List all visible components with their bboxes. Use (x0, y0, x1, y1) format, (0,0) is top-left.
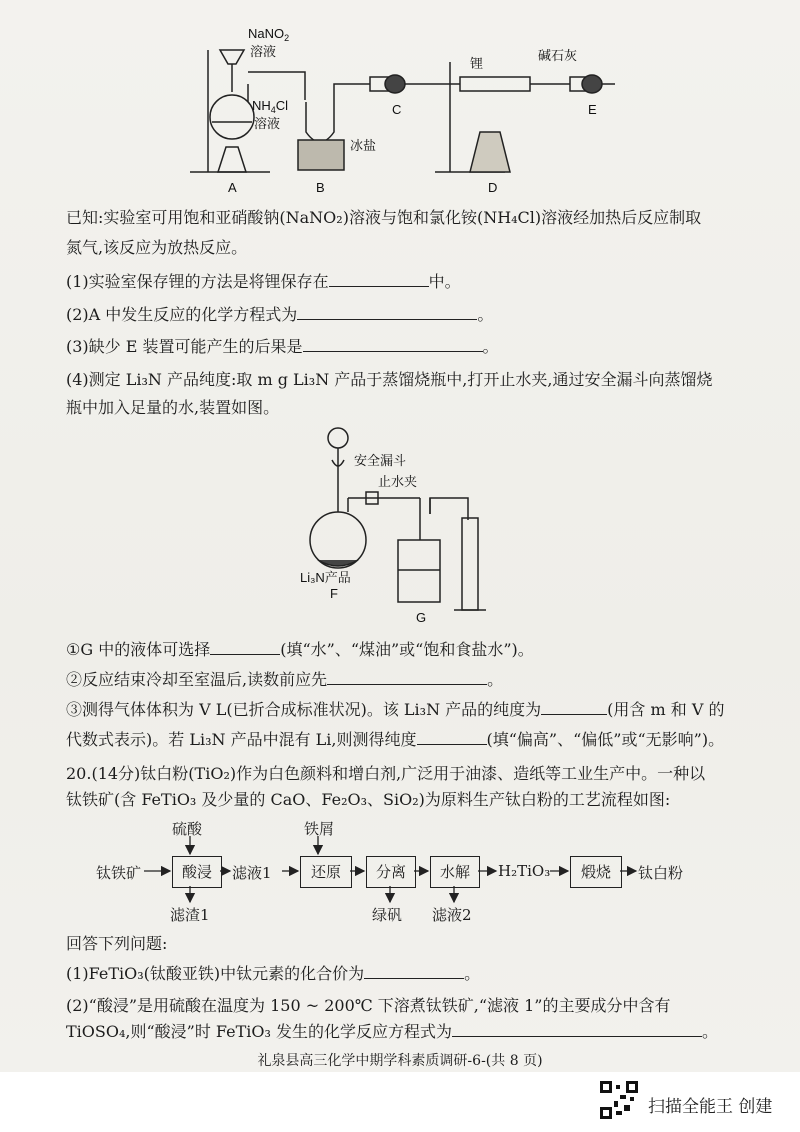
safety-funnel-label: 安全漏斗 (354, 453, 407, 468)
subquestion-3-line-2: 代数式表示)。若 Li₃N 产品中混有 Li,则测得纯度 (填“偏高”、“偏低”或“无影响”)。 (66, 730, 725, 749)
label-F: F (330, 586, 338, 601)
scanner-credit: 扫描全能王 创建 (648, 1097, 773, 1117)
label-A: A (228, 180, 237, 195)
flow-green-vitriol: 绿矾 (372, 906, 403, 924)
flow-separation-box: 分离 (366, 856, 416, 888)
question-20-line-2: 钛铁矿(含 FeTiO₃ 及少量的 CaO、Fe₂O₃、SiO₂)为原料生产钛白粉的工艺流程如图: (66, 790, 671, 809)
flow-acid-leaching-box: 酸浸 (172, 856, 222, 888)
flow-filtrate-2: 滤液2 (432, 906, 472, 924)
water-clamp-label: 止水夹 (378, 474, 418, 489)
flow-residue-1: 滤渣1 (170, 906, 210, 924)
answer-part-1: (1)FeTiO₃(钛酸亚铁)中钛元素的化合价为 。 (66, 964, 481, 983)
subquestion-3: ③测得气体体积为 V L(已折合成标准状况)。该 Li₃N 产品的纯度为 (用含 m 和 V 的 (66, 700, 725, 719)
li3n-product-label: Li₃N产品 (300, 570, 351, 585)
answer-intro: 回答下列问题: (66, 934, 168, 953)
question-1: (1)实验室保存锂的方法是将锂保存在 中。 (66, 272, 461, 291)
known-line-2: 氮气,该反应为放热反应。 (66, 238, 248, 257)
answer-part-2-line-2: TiOSO₄,则“酸浸”时 FeTiO₃ 发生的化学反应方程式为 。 (66, 1022, 719, 1041)
label-C: C (392, 102, 402, 117)
flow-h2tio3: H₂TiO₃ (498, 862, 551, 880)
label-E: E (588, 102, 597, 117)
flow-hydrolysis-box: 水解 (430, 856, 480, 888)
flow-iron-filings: 铁屑 (304, 820, 335, 838)
flow-calcination-box: 煅烧 (570, 856, 622, 888)
question-2: (2)A 中发生反应的化学方程式为 。 (66, 305, 494, 324)
flow-reduction-box: 还原 (300, 856, 352, 888)
nano2-label: NaNO$_2$ (248, 26, 290, 43)
flow-ilmenite: 钛铁矿 (96, 864, 142, 882)
flow-sulfuric-acid: 硫酸 (172, 820, 203, 838)
label-B: B (316, 180, 325, 195)
answer-blank[interactable] (364, 964, 464, 979)
question-20-line-1: 20.(14分)钛白粉(TiO₂)作为白色颜料和增白剂,广泛用于油漆、造纸等工业生产中。一种以 (66, 764, 706, 783)
label-G: G (416, 610, 427, 625)
nh4cl-label: $NH_4Cl$ (252, 98, 289, 115)
question-4-line-2: 瓶中加入足量的水,装置如图。 (66, 398, 280, 417)
flow-titanium-white: 钛白粉 (638, 864, 684, 882)
qr-code-icon (600, 1081, 638, 1119)
page-footer: 礼泉县高三化学中期学科素质调研-6-(共 8 页) (257, 1053, 543, 1069)
answer-blank[interactable] (452, 1022, 702, 1037)
ice-salt-label: 冰盐 (350, 138, 377, 153)
subquestion-1: ①G 中的液体可选择 (填“水”、“煤油”或“饱和食盐水”)。 (66, 640, 534, 659)
flow-filtrate-1: 滤液1 (232, 864, 272, 882)
question-3: (3)缺少 E 装置可能产生的后果是 。 (66, 337, 499, 356)
soda-lime-label: 碱石灰 (538, 48, 578, 63)
known-line-1: 已知:实验室可用饱和亚硝酸钠(NaNO₂)溶液与饱和氯化铵(NH₄Cl)溶液经加热后反应制取 (66, 208, 702, 227)
label-D: D (488, 180, 498, 195)
question-4-line-1: (4)测定 Li₃N 产品纯度:取 m g Li₃N 产品于蒸馏烧瓶中,打开止水夹,通过安全漏斗向蒸馏烧 (66, 370, 713, 389)
subquestion-2: ②反应结束冷却至室温后,读数前应先 。 (66, 670, 504, 689)
solution-label-2: 溶液 (254, 116, 281, 131)
lithium-label: 锂 (470, 56, 484, 71)
answer-part-2-line-1: (2)“酸浸”是用硫酸在温度为 150 ~ 200℃ 下溶煮钛铁矿,“滤液 1”的主要成分中含有 (66, 996, 671, 1015)
solution-label-1: 溶液 (250, 44, 277, 59)
